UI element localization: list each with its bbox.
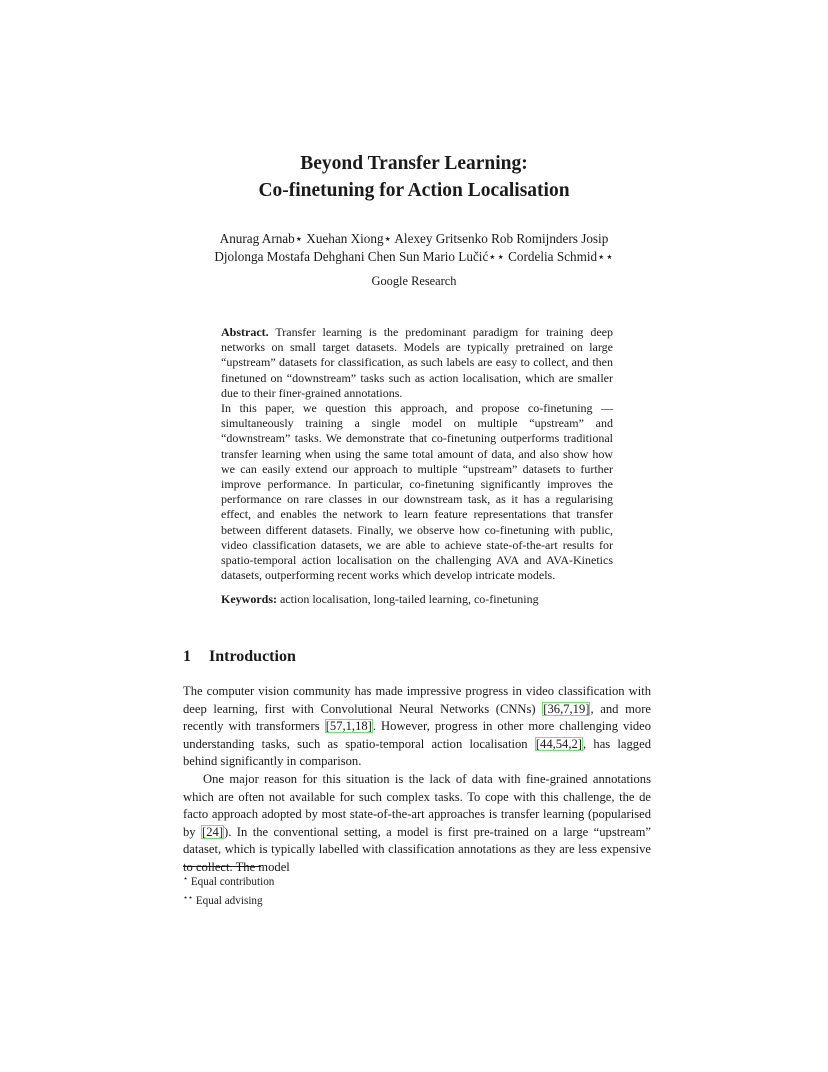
paper-title-line-1: Beyond Transfer Learning: <box>300 153 528 174</box>
footnotes <box>183 871 274 909</box>
footnote-mark: ⋆⋆ <box>183 893 194 902</box>
keywords-text: action localisation, long-tailed learning, co-finetuning <box>280 592 539 607</box>
citation-link[interactable]: [24] <box>202 824 224 839</box>
citation-link[interactable]: [36,7,19] <box>543 701 590 716</box>
intro-text: One major reason for this situation is the lack of data with fine-grained annotations which are often not available for such complex tasks. To cope with this challenge, the de facto approach adopted by most state-of-the-art approaches is transfer learning (popularised by <box>183 771 651 839</box>
paper-title-line-2: Co-finetuning for Action Localisation <box>258 180 570 201</box>
footnote-text: Equal contribution <box>190 876 275 888</box>
section-title: Introduction <box>209 648 296 665</box>
keywords <box>221 592 613 607</box>
author-list-line-2: Djolonga Mostafa Dehghani Chen Sun Mario Lučić⋆⋆ Cordelia Schmid⋆⋆ <box>214 249 614 264</box>
intro-text: ). In the conventional setting, a model is first pre-trained on a large “upstream” dataset, which is typically labelled with classification annotations as they are less expensive to collect. The model <box>183 824 651 874</box>
intro-text: , has lagged behind significantly in comparison. <box>183 736 651 769</box>
intro-paragraph-1 <box>183 683 651 771</box>
abstract <box>221 325 613 608</box>
intro-text: , and more recently with transformers <box>183 701 651 734</box>
footnote-text: Equal advising <box>195 895 263 907</box>
abstract-text-1: Transfer learning is the predominant paradigm for training deep networks on small target datasets. Models are typically pretrained on large “upstream” datasets for classification, as such labels are easy to collect, and then finetuned on “downstream” tasks such as action localisation, which are smaller due to their finer-grained annotations. <box>221 325 613 400</box>
intro-text: . However, progress in other more challenging video understanding tasks, such as spatio-temporal action localisation <box>183 719 652 751</box>
introduction-body <box>183 683 651 877</box>
footnote-2 <box>183 890 274 909</box>
abstract-paragraph-1 <box>221 325 613 401</box>
citation-link[interactable]: [44,54,2] <box>535 736 582 751</box>
author-list-line-1: Anurag Arnab⋆ Xuehan Xiong⋆ Alexey Gritsenko Rob Romijnders Josip <box>219 231 609 246</box>
section-heading-introduction <box>183 648 296 666</box>
keywords-label: Keywords: <box>221 592 277 607</box>
footnote-mark: ⋆ <box>183 874 189 883</box>
affiliation: Google Research <box>371 274 457 288</box>
footnote-rule <box>183 866 261 867</box>
intro-paragraph-2 <box>183 771 651 877</box>
abstract-label: Abstract. <box>221 325 269 339</box>
intro-text: The computer vision community has made impressive progress in video classification with deep learning, first with Convolutional Neural Networks (CNNs) <box>183 684 651 716</box>
citation-link[interactable]: [57,1,18] <box>325 719 372 734</box>
section-number: 1 <box>183 648 191 665</box>
abstract-paragraph-2: In this paper, we question this approach, and propose co-finetuning — simultaneously training a single model on multiple “upstream” and “downstream” tasks. We demonstrate that co-finetuning outperforms traditional transfer learning when using the same total amount of data, and also show how we can easily extend our approach to multiple “upstream” datasets to further improve performance. In particular, co-finetuning significantly improves the performance on rare classes in our downstream task, as it has a regularising effect, and enables the network to learn feature representations that transfer between different datasets. Finally, we observe how co-finetuning with public, video classification datasets, we are able to achieve state-of-the-art results for spatio-temporal action localisation on the challenging AVA and AVA-Kinetics datasets, outperforming recent works which develop intricate models. <box>221 401 613 583</box>
footnote-1 <box>183 871 274 890</box>
